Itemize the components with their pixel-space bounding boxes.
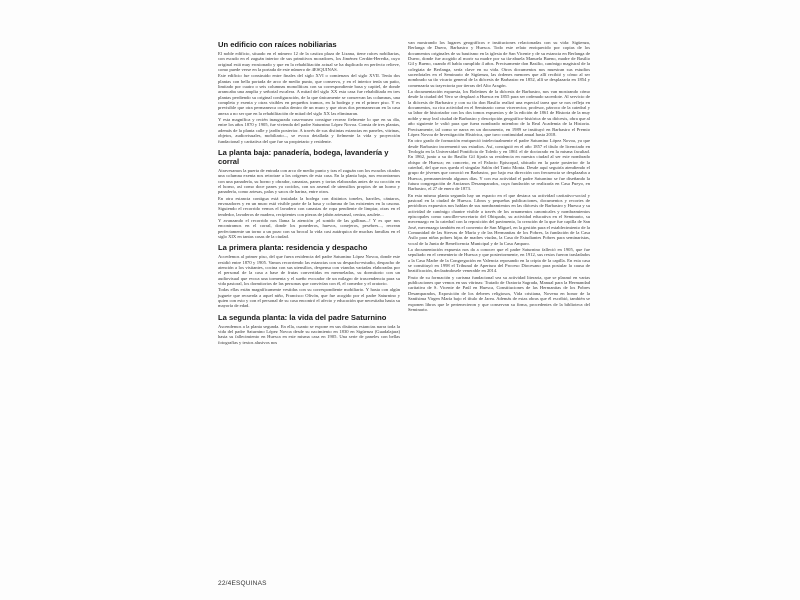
section-second-floor (218, 313, 400, 345)
paragraph: Accedemos al primer piso, del que fuera residencia del padre Saturnino López Novoa, donde este residió entre 1870 y 1905. Vamos recorriendo las estancias con su despacho-estudio, despacho de atención a los visitantes, cocina con sus utensilios, despensa con viandas variadas elaboradas por el personal de la casa a base de frutas convertidas en mermeladas, su dormitorio con un audiovisual que evoca una tormenta y el sueño evocador de un milagro de trascendencia para su vida pastoral, los dormitorios de las personas que convivían con él, el comedor y el oratorio. (218, 254, 400, 287)
section-heading: La segunda planta: la vida del padre Saturnino (218, 312, 387, 322)
paragraph: En esta misma planta segunda hay un espacio en el que destaca su actividad caritativo-social y pastoral en la ciudad de Huesca. Libros y pequeñas publicaciones, documentos y recortes de periódicos expuestos nos hablan de sus nombramientos en las diócesis de Barbastro y Huesca y su actividad de canónigo chantre visible a través de los ornamentos canonicales y nombramientos episcopales como canciller-secretario del Obispado, su actividad educativa en el Seminario, su mecenazgo en la catedral con la reposición del pavimento, la creación de la que fue capilla de San José, mecenazgo también en el convento de San Miguel, en la gestión para el establecimiento de la Comunidad de las Siervas de María y de las Hermanitas de los Pobres, la fundación de la Casa Asilo para niñas pobres hijas de madres viudas, la Casa de Estudiantes Pobres para seminaristas, vocal de la Junta de Beneficencia Municipal y de la Casa Amparo. (408, 192, 590, 246)
paragraph: Atravesamos la puerta de entrada con arco de medio punto y tras el zaguán con los escudos citados una columna exenta nos retrotrae a los orígenes de esta casa. En la planta baja, nos encontramos con una panadería, su horno y obrador, canastas, panes y tortas elaboradas antes de su cocción en el horno, así como doce panes ya cocidos, con un arsenal de utensilios propios de un horno y panadería, como artesas, palas y sacos de harina, entre otros. (218, 167, 400, 195)
section-heading: La primera planta: residencia y despacho (218, 243, 368, 253)
section-heading: La planta baja: panadería, bodega, lavandería y corral (218, 147, 389, 166)
section-ground-floor (218, 148, 400, 239)
paragraph: Este edificio fue construido entre finales del siglo XVI o comienzos del siglo XVII. Tenía dos plantas con bella portada de arco de medio punto, que conserva, y en el interior tenía un patio, limitado por cuatro o seis columnas monolíticas con su correspondiente basa y capitel, de donde arrancaba una amplia y señorial escalera. A mitad del siglo XX esta casa fue rehabilitada en tres plantas perdiendo su original configuración, de la que únicamente se conservan las columnas, una completa y exenta y otras visibles en pequeños tramos, en la bodega y en el primer piso. Y es previsible que otra permanezca oculta dentro de un muro y que otras dos permanezcan en la casa anexa a no ser que en la rehabilitación de mitad del siglo XX las eliminaran. (218, 73, 400, 116)
paragraph: En otro grado de formación enriqueció intelectualmente el padre Saturnino López Novoa, ya que desde Barbastro incrementó sus estudios. Así, consiguió en el año 1857 el título de licenciado en Teología en la Universidad Pontificia de Toledo y en 1861 el de doctorado en la misma facultad. En 1862, junto a su tío Basilio Gil fijaría su residencia en nuestra ciudad al ser este nombrado obispo de Huesca; en concreto, en el Palacio Episcopal, ubicado en la parte posterior de la catedral, del que nos queda el singular Salón del Tanto Monta. Desde aquí seguiría atendiendo el grupo de jóvenes que conoció en Barbastro, por bajo esa dirección con frecuencia se desplazaba a Huesca, permaneciendo algunos días. Y con esa actividad el padre Saturnino se fue diseñando la futura congregación de Ancianos Desamparados, cuya fundación se realizaría en Casa Pueyo, en Barbastro, el 27 de enero de 1873. (408, 138, 590, 192)
section-first-floor (218, 243, 400, 308)
section-noble-building (218, 40, 400, 144)
paragraph: Todas ellas están magníficamente vestidas con su correspondiente mobiliario. Y hasta con algún juguete que recuerda a aquel niño, Francisco Olivón, que fue acogido por el padre Saturnino y quien con esto y con el personal de su casa encontró el afecto y educación que necesitaba hasta su mayoría de edad. (218, 287, 400, 309)
paragraph: Y esta magnífica y recién inaugurada casa-museo consigue recrear fielmente lo que en su día, entre los años 1870 y 1905, fue vivienda del padre Saturnino López Novoa. Consta de tres plantas, además de la planta calle y jardín posterior. A través de sus distintas estancias en paneles, vitrinas, objetos, audiovisuales, mobiliario..., se evoca detallada y fielmente la vida y proyección fundacional y caritativa del que fue su propietario y residente. (218, 117, 400, 144)
paragraph: Ascendemos a la planta segunda. En ella, cuanto se expone en sus distintas estancias narra toda la vida del padre Saturnino López Novoa desde su nacimiento en 1830 en Sigüenza (Guadalajara) hasta su fallecimiento en Huesca en este misma casa en 1905. Una serie de paneles con bellas fotografías y textos alusivos nos (218, 323, 400, 345)
left-column (218, 40, 400, 349)
section-heading: Un edificio con raíces nobiliarias (218, 40, 337, 49)
paragraph: El noble edificio, situado en el número 12 de la castiza plaza de Lizana, tiene raíces nobiliarias, con escudo en el zaguán interior de sus primitivos moradores, los Jiménez Cerdán-Heredia, cuyo original está muy erosionado y que en la rehabilitación actual se ha duplicado en perfecto relieve, como puede verse en la portada de este número de 4ESQUINAS. (218, 51, 400, 73)
paragraph: van mostrando los lugares geográficos e instituciones relacionadas con su vida: Sigüenza, Berlanga de Duero, Barbastro y Huesca. Todo este relato enriquecido por copias de los documentos originales de su bautismo en la iglesia de San Vicente y de su estancia en Berlanga de Duero, donde fue acogido al morir su madre por su tía-abuela Manuela Bueno, madre de Basilio Gil y Bueno, cuando él había cumplido 4 años. Precisamente don Basilio, canónigo magistral de la colegiata de Berlanga, sería clave en su vida. Otros documentos nos muestran sus estudios sacerdotales en el Seminario de Sigüenza, las órdenes menores que allí recibió y cómo al ser nombrado su tío vicario general de la diócesis de Barbastro en 1852, allí se desplazaría en 1854 y comenzaría su trayectoria por tierras del Alto Aragón. (408, 40, 590, 88)
paragraph: Y avanzando el recorrido nos llama la atención ¡el sonido de las gallinas...! Y es que nos encontramos en el corral, donde los ponederos, huevos, conejeros, pesebres..., recrean perfectamente un torno a un pozo con su brocal la vida casi autárquica de muchas familias en el siglo XIX en tantas casas de la ciudad. (218, 217, 400, 239)
paragraph: La documentación expuesta, los Boletines de la diócesis de Barbastro, nos van mostrando cómo desde la ciudad del Vero se desplazó a Huesca en 1855 para ser ordenado sacerdote. Al servicio de la diócesis de Barbastro y con su tío don Basilio realizó una especial tarea que se nos refleja en documentos, su rica actividad en el Seminario como vicerrector, profesor, párroco de la catedral y su labor de historiador con los dos tomos expuestos y de la edición de 1861 de Historia de la muy noble y muy leal ciudad de Barbastro y descripción geográfico-histórica de su diócesis, obra que al año siguiente le valió para que fuera nombrado miembro de la Real Academia de la Historia. Precisamente, tal como se narra en un documento, en 1989 se instituyó en Barbastro el Premio López Novoa de Investigación Histórica, que tuvo continuidad anual hasta 2018. (408, 89, 590, 137)
paragraph: La documentación expuesta nos da a conocer que el padre Saturnino falleció en 1905, que fue sepultado en el cementerio de Huesca y que posteriormente, en 1912, sus restos fueron trasladados a la Casa Madre de la Congregación en Valencia reposando en la cripta de la capilla. En esta casa se constituyó en 1998 el Tribunal de Apertura del Proceso Diocesano para postular la causa de beatificación, declarándosele venerable en 2014. (408, 247, 590, 274)
right-column (408, 40, 590, 313)
paragraph: En otra estancia contigua está instalada la bodega con distintos toneles, barriles, cántaros, envasadores y en un muro está visible parte de la basa y columna de las existentes en la casona. Siguiendo el recorrido vemos el lavadero con canastas de ropa pendiente de limpiar, otras en el tendedor, lavaderos de madera, recipientes con piezas de jabón artesanal, ceniza, azulete... (218, 195, 400, 217)
paragraph: Fruto de su formación y carisma fundacional sea su actividad literaria, que se plasmó en varias publicaciones que vemos en sus vitrinas: Tratado de Oratoria Sagrada, Manual para la Hermandad caritativa de S. Vicente de Paúl en Huesca, Constituciones de las Hermanitas de los Pobres Desamparados, Exposición de los deberes religiosos, Vida cristiana, Novena en honor de la Santísima Virgen María bajo el título de Jarea. Además de estas obras que él escribió, también se exponen libros que le pertenecieron y que conservan su firma, procedentes de la biblioteca del Seminario. (408, 274, 590, 312)
page-footer: 22/4ESQUINAS (218, 580, 267, 587)
